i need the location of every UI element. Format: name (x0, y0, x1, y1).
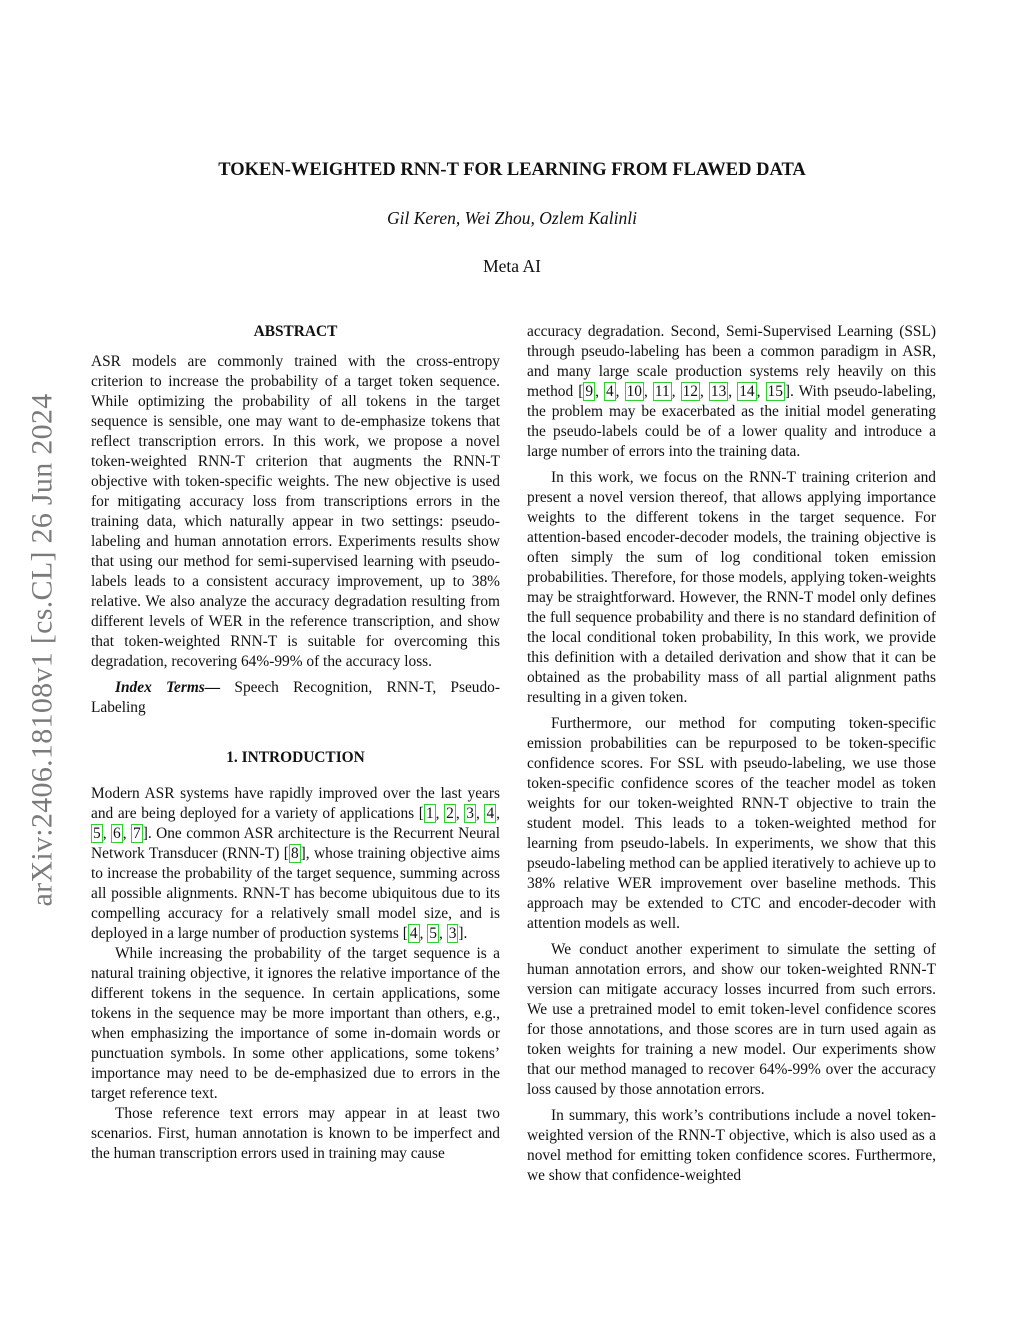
citation-link[interactable]: 3 (466, 805, 474, 822)
citation-link[interactable]: 13 (710, 383, 727, 400)
citation-link[interactable]: 8 (290, 845, 299, 862)
citation-link[interactable]: 4 (409, 925, 418, 942)
citation-link[interactable]: 5 (93, 825, 101, 842)
index-terms-text: Speech Recognition, RNN-T, Pseudo-Labeling (91, 679, 501, 716)
intro-paragraph-2: While increasing the probability of the target sequence is a natural training objective, it ignores the relative importance of the different tokens in the sequence. In certain applications, some tokens in the sequence may be more important than others, e.g., when emphasizing the importance of some in-domain words or punctuation symbols. In some other applications, some tokens’ importance may need to be de-emphasized due to errors in the target reference text. (91, 945, 500, 1102)
paper-authors: Gil Keren, Wei Zhou, Ozlem Kalinli (386, 208, 638, 228)
left-column (91, 322, 500, 1164)
abstract-text: ASR models are commonly trained with the cross-entropy criterion to increase the probability of a target token sequence. While optimizing the probability of all tokens in the target sequence is sensible, one may want to de-emphasize tokens that reflect transcription errors. In this work, we propose a novel token-weighted RNN-T criterion that augments the RNN-T objective with token-specific weights. The new objective is used for mitigating accuracy loss from transcriptions errors in the training data, which naturally appear in two settings: pseudo-labeling and human annotation errors. Experiments results show that using our method for semi-supervised learning with pseudo-labels leads to a consistent accuracy improvement, up to 38% relative. We also analyze the accuracy degradation resulting from different levels of WER in the reference transcription, and show that token-weighted RNN-T is suitable for overcoming this degradation, recovering 64%-99% of the accuracy loss. (91, 353, 500, 670)
intro-paragraph-1: Modern ASR systems have rapidly improved over the last years and are being deployed for a variety of applications [ 1 , 2 , 3 , 4 , 5 , 6 , 7 ]. One common ASR architecture is the Recurrent Neural Network Transducer (RNN-T) [ 8 ], whose training objective aims to increase the probability of the target sequence, summing across all possible alignments. RNN-T has become ubiquitous due to its compelling accuracy for a relatively small model size, and is deployed in a large number of production systems [ 4 , 5 , 3 ]. (91, 785, 501, 942)
intro-p1-text-b: . One common ASR architecture is the Recurrent Neural Network Transducer (RNN-T) (91, 825, 501, 862)
citation-link[interactable]: 3 (448, 925, 457, 942)
arxiv-stamp (8, 360, 78, 940)
citation-link[interactable]: 2 (446, 805, 454, 822)
index-terms-label: Index Terms— (115, 679, 221, 696)
intro-paragraph-7: In summary, this work’s contributions include a novel token-weighted version of the RNN-T objective, which is also used as a novel method for emitting token confidence scores. Furthermore, we show that confidence-weighted (527, 1107, 936, 1184)
intro-r1-text-a: accuracy degradation. Second, Semi-Supervised Learning (SSL) through pseudo-labeling has been a common paradigm in ASR, and many large scale production systems rely heavily on this method (527, 323, 936, 400)
intro-paragraph-5: Furthermore, our method for computing token-specific emission probabilities can be repurposed to be token-specific confidence scores. For SSL with pseudo-labeling, we use those token-specific confidence scores of the teacher model as token weights for our token-weighted RNN-T objective to train the student model. This leads to a token-weighted method for learning from pseudo-labels. In experiments, we show that this pseudo-labeling method can be applied iteratively to achieve up to 38% relative WER improvement over baseline methods. This approach may be extended to CTC and encoder-decoder with attention models as well. (527, 715, 936, 932)
right-column (527, 322, 936, 1186)
citation-link[interactable]: 7 (133, 825, 141, 842)
abstract-heading: ABSTRACT (253, 323, 338, 340)
paper-title: TOKEN-WEIGHTED RNN-T FOR LEARNING FROM FLAWED DATA (218, 160, 806, 180)
citation-link[interactable]: 12 (682, 383, 698, 400)
intro-paragraph-3-cont: accuracy degradation. Second, Semi-Supervised Learning (SSL) through pseudo-labeling has been a common paradigm in ASR, and many large scale production systems rely heavily on this method [ 9 , 4 , 10 , 11 , 12 , 13 , 14 , 15 ]. With pseudo-labeling, the problem may be exacerbated as the initial model generating the pseudo-labels could be of a lower quality and introduce a large number of errors into the training data. (527, 323, 937, 460)
intro-r1-text-b: . With pseudo-labeling, the problem may be exacerbated as the initial model generating the pseudo-labels could be of a lower quality and introduce a large number of errors into the training data. (527, 383, 937, 460)
citation-link[interactable]: 10 (626, 383, 642, 400)
intro-p1-text-a: Modern ASR systems have rapidly improved over the last years and are being deployed for a variety of applications (91, 785, 500, 822)
citation-link[interactable]: 11 (654, 383, 670, 400)
intro-paragraph-3: Those reference text errors may appear in at least two scenarios. First, human annotation is known to be imperfect and the human transcription errors used in training may cause (91, 1105, 500, 1162)
paper-affiliation: Meta AI (483, 256, 541, 276)
citation-link[interactable]: 6 (113, 825, 121, 842)
citation-link[interactable]: 4 (605, 383, 614, 400)
citation-link[interactable]: 1 (425, 805, 434, 822)
citation-link[interactable]: 15 (767, 383, 783, 400)
arxiv-stamp-text: arXiv:2406.18108v1 [cs.CL] 26 Jun 2024 (26, 393, 59, 907)
citation-link[interactable]: 9 (585, 383, 594, 400)
intro-paragraph-6: We conduct another experiment to simulate the setting of human annotation errors, and show our token-weighted RNN-T version can mitigate accuracy losses incurred from such errors. We use a pretrained model to emit token-level confidence scores for those annotations, and those scores are in turn used again as token weights for training a new model. Our experiments show that our method managed to recover 64%-99% over the accuracy loss caused by those annotation errors. (527, 941, 936, 1098)
intro-heading: 1. INTRODUCTION (226, 749, 365, 766)
citation-link[interactable]: 4 (486, 805, 495, 822)
citation-link[interactable]: 5 (429, 925, 437, 942)
intro-paragraph-4: In this work, we focus on the RNN-T training criterion and present a novel version thereof, that allows applying importance weights to the different tokens in the target sequence. For attention-based encoder-decoder models, the training objective is often simply the sum of log conditional token emission probabilities. Therefore, for those models, applying token-weights may be straightforward. However, the RNN-T model only defines the full sequence probability and there is no standard definition of the local conditional token probability, In this work, we provide this definition with a detailed derivation and show that it can be obtained as the probability mass of all partial alignment paths resulting in a given token. (527, 469, 936, 706)
intro-p1-text-c: , whose training objective aims to increase the probability of the target sequence, summing across all possible alignments. RNN-T has become ubiquitous due to its compelling accuracy for a relatively small model size, and is deployed in a large number of production systems (91, 845, 500, 942)
intro-p1-text-d: . (463, 925, 468, 942)
index-terms (91, 678, 500, 718)
citation-link[interactable]: 14 (739, 383, 755, 400)
